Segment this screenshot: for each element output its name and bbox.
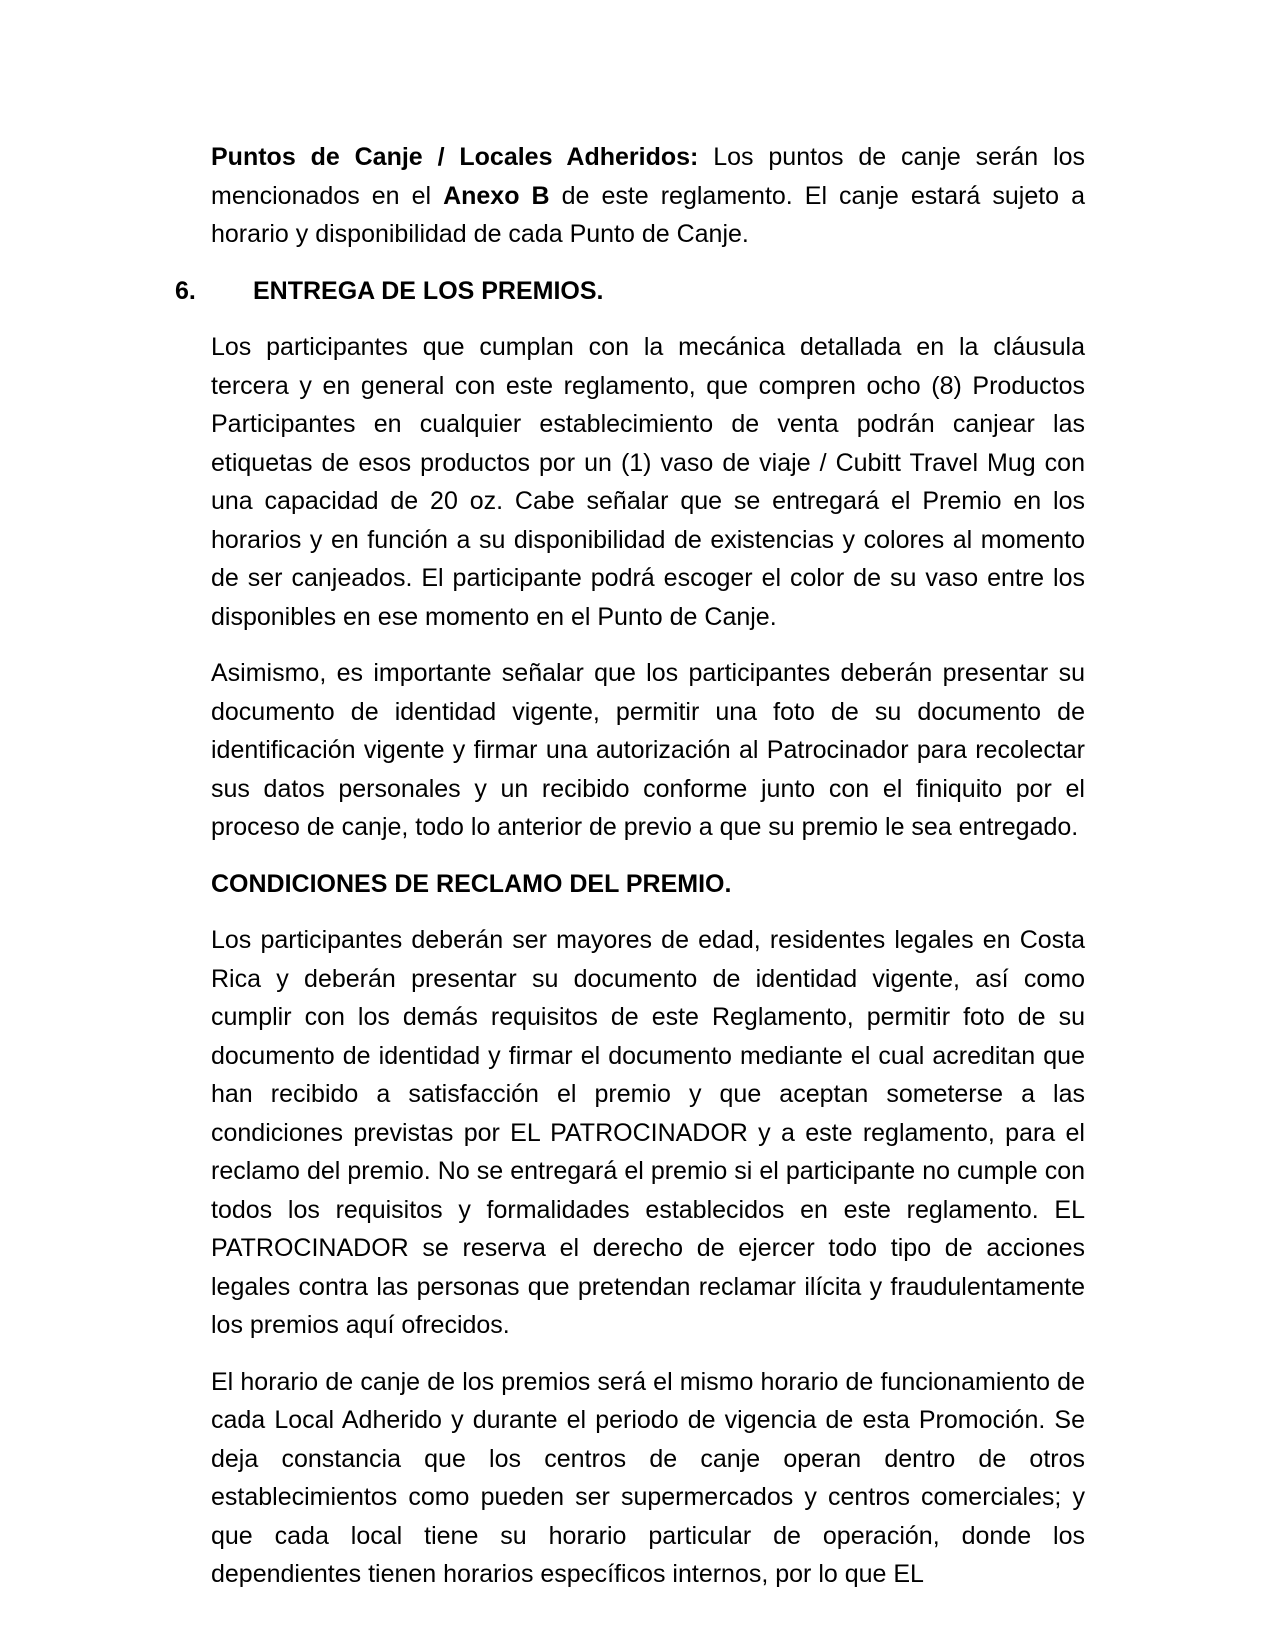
paragraph-horario-canje: El horario de canje de los premios será el mismo horario de funcionamiento de cada Local Adherido y durante el periodo de vigencia de esta Promoción. Se deja constancia que los centros de canje operan dentro de otros establecimientos como pueden ser supermercados y centros comerciales; y que cada local tiene su horario particular de operación, donde los dependientes tienen horarios específicos internos, por lo que EL [211,1367,1085,1588]
paragraph-asimismo-requisitos: Asimismo, es importante señalar que los participantes deberán presentar su documento de identidad vigente, permitir una foto de su documento de identificación vigente y firmar una autorización al Patrocinador para recolectar sus datos personales y un recibido conforme junto con el finiquito por el proceso de canje, todo lo anterior de previo a que su premio le sea entregado. [211,659,1085,841]
heading-condiciones-reclamo: CONDICIONES DE RECLAMO DEL PREMIO. [211,869,732,898]
section-number: 6. [175,276,196,305]
puntos-de-canje-text-a: Los puntos de canje serán los mencionados en el [211,143,1085,210]
paragraph-condiciones-reclamo: Los participantes deberán ser mayores de edad, residentes legales en Costa Rica y deberán presentar su documento de identidad vigente, así como cumplir con los demás requisitos de este Reglamento, permitir foto de su documento de identidad y firmar el documento mediante el cual acreditan que han recibido a satisfacción el premio y que aceptan someterse a las condiciones previstas por EL PATROCINADOR y a este reglamento, para el reclamo del premio. No se entregará el premio si el participante no cumple con todos los requisitos y formalidades establecidos en este reglamento. EL PATROCINADOR se reserva el derecho de ejercer todo tipo de acciones legales contra las personas que pretendan reclamar ilícita y fraudulentamente los premios aquí ofrecidos. [211,926,1085,1339]
section-heading-entrega-premios [175,272,1085,311]
section-title: ENTREGA DE LOS PREMIOS. [253,276,604,305]
puntos-de-canje-lead-bold: Puntos de Canje / Locales Adheridos: [211,143,714,171]
paragraph-puntos-de-canje [211,138,1085,254]
anexo-b-bold: Anexo B [443,181,550,210]
puntos-de-canje-text-b: de este reglamento. El canje estará sujeto a horario y disponibilidad de cada Punto de Canje. [211,181,1086,248]
paragraph-mecanica-canje: Los participantes que cumplan con la mecánica detallada en la cláusula tercera y en general con este reglamento, que compren ocho (8) Productos Participantes en cualquier establecimiento de venta podrán canjear las etiquetas de esos productos por un (1) vaso de viaje / Cubitt Travel Mug con una capacidad de 20 oz. Cabe señalar que se entregará el Premio en los horarios y en función a su disponibilidad de existencias y colores al momento de ser canjeados. El participante podrá escoger el color de su vaso entre los disponibles en ese momento en el Punto de Canje. [211,333,1085,631]
